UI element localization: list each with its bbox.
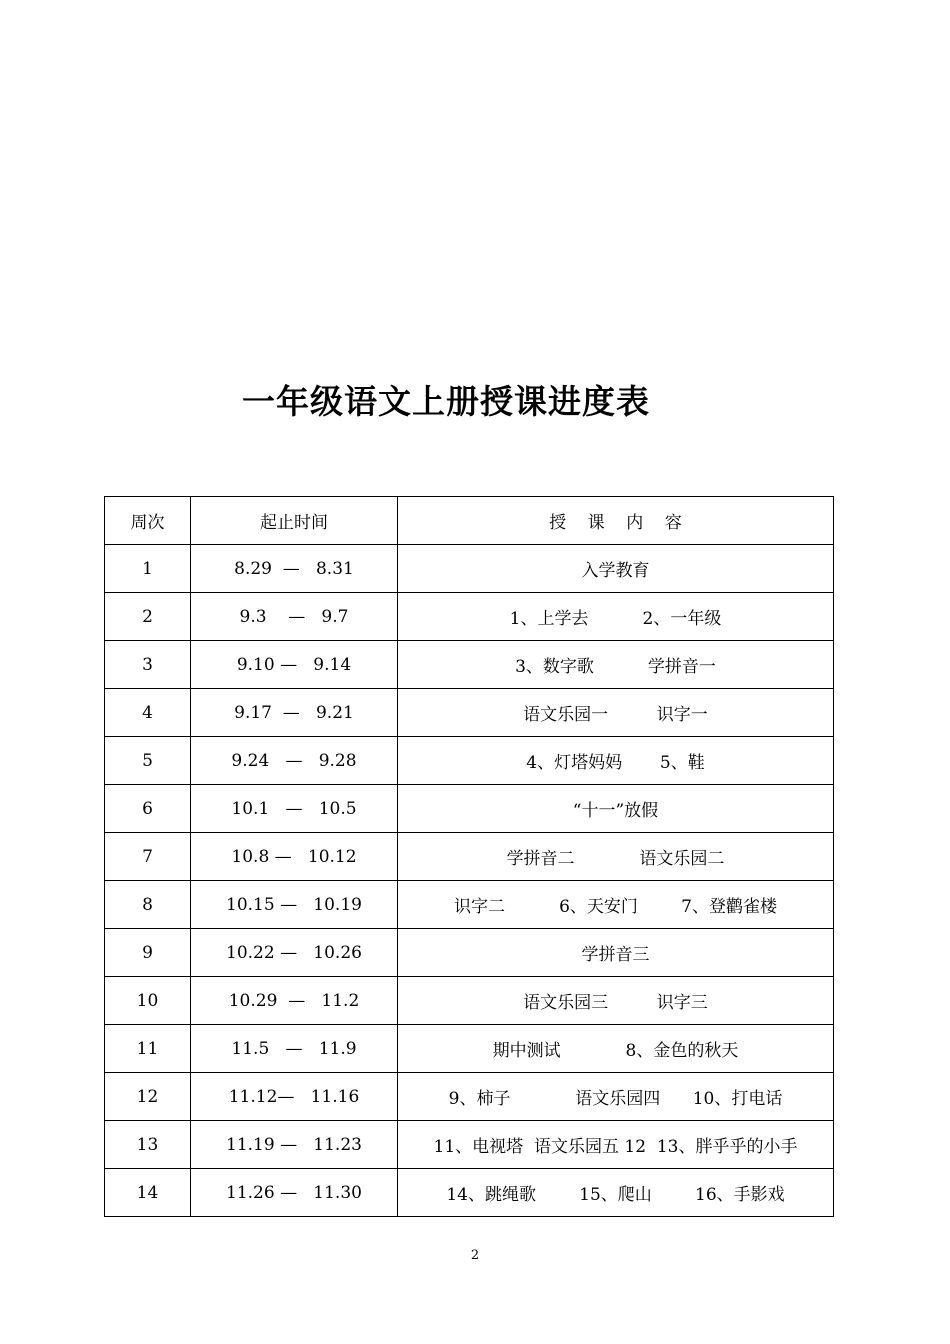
week-column-header: 周次 [105,497,191,545]
table-row [105,689,834,737]
page-number: 2 [470,1248,480,1263]
week-cell: 4 [105,689,191,737]
content-cell: 识字二 6、天安门 7、登鹳雀楼 [398,881,834,929]
table-row [105,785,834,833]
week-cell: 3 [105,641,191,689]
dates-cell: 9.24 — 9.28 [191,737,398,785]
week-cell: 13 [105,1121,191,1169]
table-row [105,1169,834,1217]
content-column-header: 授 课 内 容 [398,497,834,545]
week-cell: 6 [105,785,191,833]
dates-cell: 11.12— 11.16 [191,1073,398,1121]
content-cell: 学拼音二 语文乐园二 [398,833,834,881]
content-cell: 语文乐园三 识字三 [398,977,834,1025]
dates-cell: 9.17 — 9.21 [191,689,398,737]
table-row [105,545,834,593]
dates-cell: 9.3 — 9.7 [191,593,398,641]
dates-cell: 9.10 — 9.14 [191,641,398,689]
dates-cell: 11.19 — 11.23 [191,1121,398,1169]
week-cell: 14 [105,1169,191,1217]
week-cell: 5 [105,737,191,785]
content-cell: 3、数字歌 学拼音一 [398,641,834,689]
week-cell: 8 [105,881,191,929]
content-cell: “十一”放假 [398,785,834,833]
table-row [105,977,834,1025]
table-row [105,881,834,929]
dates-cell: 10.29 — 11.2 [191,977,398,1025]
dates-cell: 10.1 — 10.5 [191,785,398,833]
table-row [105,929,834,977]
table-row [105,737,834,785]
table-row [105,833,834,881]
content-cell: 1、上学去 2、一年级 [398,593,834,641]
dates-cell: 10.8 — 10.12 [191,833,398,881]
dates-cell: 11.26 — 11.30 [191,1169,398,1217]
content-cell: 语文乐园一 识字一 [398,689,834,737]
content-cell: 11、电视塔 语文乐园五 12 13、胖乎乎的小手 [398,1121,834,1169]
week-cell: 9 [105,929,191,977]
document-title: 一年级语文上册授课进度表 [242,382,650,421]
content-cell: 期中测试 8、金色的秋天 [398,1025,834,1073]
week-cell: 10 [105,977,191,1025]
table-row [105,641,834,689]
week-cell: 2 [105,593,191,641]
teaching-schedule-table [104,496,834,1217]
content-cell: 14、跳绳歌 15、爬山 16、手影戏 [398,1169,834,1217]
table-header-row [105,497,834,545]
content-cell: 学拼音三 [398,929,834,977]
content-cell: 9、柿子 语文乐园四 10、打电话 [398,1073,834,1121]
week-cell: 11 [105,1025,191,1073]
week-cell: 1 [105,545,191,593]
table-row [105,593,834,641]
week-cell: 12 [105,1073,191,1121]
table-row [105,1025,834,1073]
content-cell: 4、灯塔妈妈 5、鞋 [398,737,834,785]
week-cell: 7 [105,833,191,881]
dates-column-header: 起止时间 [191,497,398,545]
dates-cell: 8.29 — 8.31 [191,545,398,593]
dates-cell: 10.22 — 10.26 [191,929,398,977]
content-cell: 入学教育 [398,545,834,593]
dates-cell: 11.5 — 11.9 [191,1025,398,1073]
dates-cell: 10.15 — 10.19 [191,881,398,929]
table-row [105,1121,834,1169]
table-row [105,1073,834,1121]
